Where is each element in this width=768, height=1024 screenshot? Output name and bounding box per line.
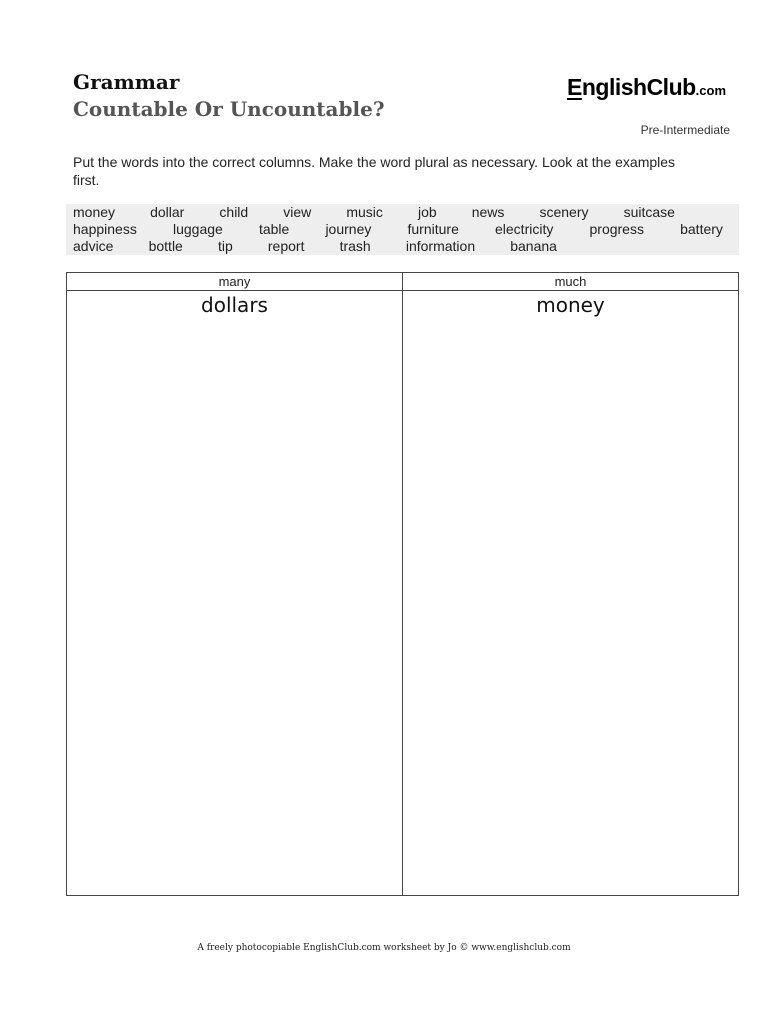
- word-bank-row: [66, 204, 739, 221]
- word-bank-row: [66, 238, 739, 255]
- word-bank-word: happiness: [73, 221, 137, 237]
- word-bank-word: job: [417, 204, 437, 220]
- word-bank-word: electricity: [495, 221, 554, 237]
- answer-cell-much[interactable]: [403, 291, 739, 896]
- word-bank-word: suitcase: [623, 204, 675, 220]
- word-bank-word: money: [73, 204, 116, 220]
- column-header-many: many: [67, 273, 403, 291]
- word-bank-word: bottle: [148, 238, 183, 254]
- word-bank-word: table: [258, 221, 290, 237]
- word-bank-word: information: [405, 238, 476, 254]
- word-bank-word: report: [267, 238, 305, 254]
- word-bank-word: view: [283, 204, 312, 220]
- logo-text: nglishClub: [581, 74, 696, 100]
- word-bank: [66, 204, 739, 255]
- level-label: Pre-Intermediate: [640, 123, 730, 137]
- word-bank-word: advice: [73, 238, 114, 254]
- word-bank-word: child: [219, 204, 249, 220]
- word-bank-word: luggage: [172, 221, 223, 237]
- word-bank-word: banana: [510, 238, 557, 254]
- instructions: Put the words into the correct columns. Make the word plural as necessary. Look at the examples first.: [73, 154, 676, 188]
- column-header-much: much: [403, 273, 739, 291]
- logo-initial: E: [567, 74, 582, 100]
- word-bank-word: battery: [680, 221, 723, 237]
- word-bank-word: scenery: [539, 204, 589, 220]
- word-bank-word: furniture: [407, 221, 459, 237]
- answer-table: [66, 272, 739, 896]
- example-word-much: money: [536, 293, 605, 317]
- englishclub-logo: [567, 74, 726, 102]
- word-bank-word: progress: [589, 221, 644, 237]
- logo-suffix: .com: [695, 83, 727, 98]
- example-word-many: dollars: [201, 293, 268, 317]
- word-bank-word: music: [346, 204, 383, 220]
- page-title: Grammar: [73, 70, 180, 94]
- word-bank-word: trash: [339, 238, 371, 254]
- answer-cell-many[interactable]: [67, 291, 403, 896]
- page-subtitle: Countable Or Uncountable?: [73, 97, 385, 121]
- word-bank-word: tip: [217, 238, 233, 254]
- footer-credit: A freely photocopiable EnglishClub.com worksheet by Jo © www.englishclub.com: [197, 943, 571, 953]
- word-bank-word: news: [471, 204, 505, 220]
- word-bank-row: [66, 221, 739, 238]
- word-bank-word: dollar: [150, 204, 185, 220]
- word-bank-word: journey: [325, 221, 372, 237]
